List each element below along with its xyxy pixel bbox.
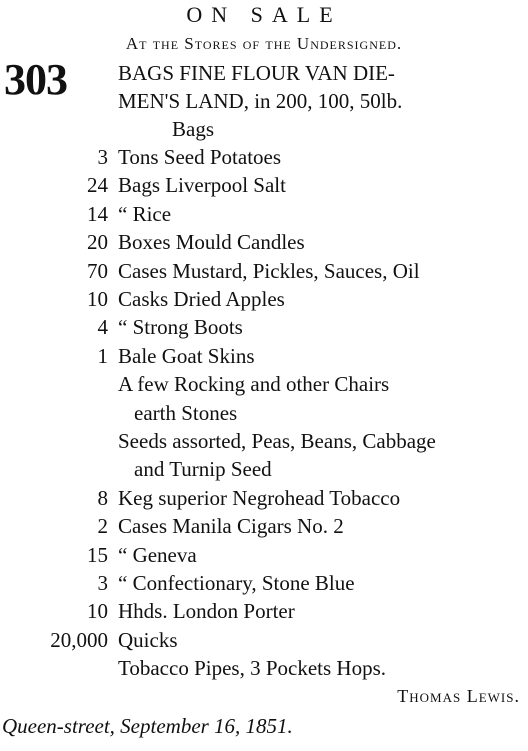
item-quantity: 20 — [87, 230, 108, 255]
item-description: Bale Goat Skins — [118, 343, 255, 368]
lead-line-3: Bags — [172, 117, 214, 141]
item-description: “ Strong Boots — [118, 315, 243, 340]
item-quantity: 24 — [87, 173, 108, 198]
item-description: Cases Mustard, Pickles, Sauces, Oil — [118, 258, 420, 283]
item-quantity: 4 — [97, 315, 108, 340]
item-quantity: 3 — [97, 571, 108, 595]
item-description: “ Confectionary, Stone Blue — [118, 571, 355, 595]
subheading: At the Stores of the Undersigned. — [125, 34, 403, 53]
lead-line-1: BAGS FINE FLOUR VAN DIE- — [118, 61, 395, 85]
item-description: Cases Manila Cigars No. 2 — [118, 514, 344, 539]
lead-quantity: 303 — [4, 55, 67, 104]
heading: ON SALE — [186, 2, 342, 27]
signature: Thomas Lewis. — [397, 686, 520, 706]
item-description: “ Geneva — [118, 542, 197, 567]
place-date: Queen-street, September 16, 1851. — [2, 714, 293, 738]
lead-line-2: MEN'S LAND, in 200, 100, 50lb. — [118, 89, 403, 113]
item-quantity: 10 — [87, 599, 108, 624]
item-quantity: 70 — [87, 258, 108, 283]
item-quantity: 8 — [97, 485, 108, 510]
item-description: Casks Dried Apples — [118, 287, 285, 311]
item-description: A few Rocking and other Chairs — [118, 372, 390, 397]
item-quantity: 10 — [87, 287, 108, 311]
item-quantity: 20,000 — [50, 627, 108, 652]
item-description: Tobacco Pipes, 3 Pockets Hops. — [118, 656, 386, 681]
item-description: Boxes Mould Candles — [118, 230, 305, 255]
item-description: Bags Liverpool Salt — [118, 173, 286, 198]
item-quantity: 15 — [87, 542, 108, 567]
item-description: “ Rice — [118, 201, 172, 226]
item-description: Hhds. London Porter — [118, 599, 295, 624]
item-description: Tons Seed Potatoes — [118, 145, 282, 169]
item-quantity: 1 — [97, 343, 108, 368]
item-description: earth Stones — [134, 400, 238, 425]
item-description: Quicks — [118, 627, 178, 652]
item-quantity: 14 — [87, 201, 108, 226]
item-quantity: 3 — [97, 145, 108, 169]
item-description: and Turnip Seed — [134, 457, 272, 482]
item-quantity: 2 — [97, 514, 108, 539]
item-description: Keg superior Negrohead Tobacco — [118, 485, 401, 510]
item-description: Seeds assorted, Peas, Beans, Cabbage — [118, 429, 436, 453]
